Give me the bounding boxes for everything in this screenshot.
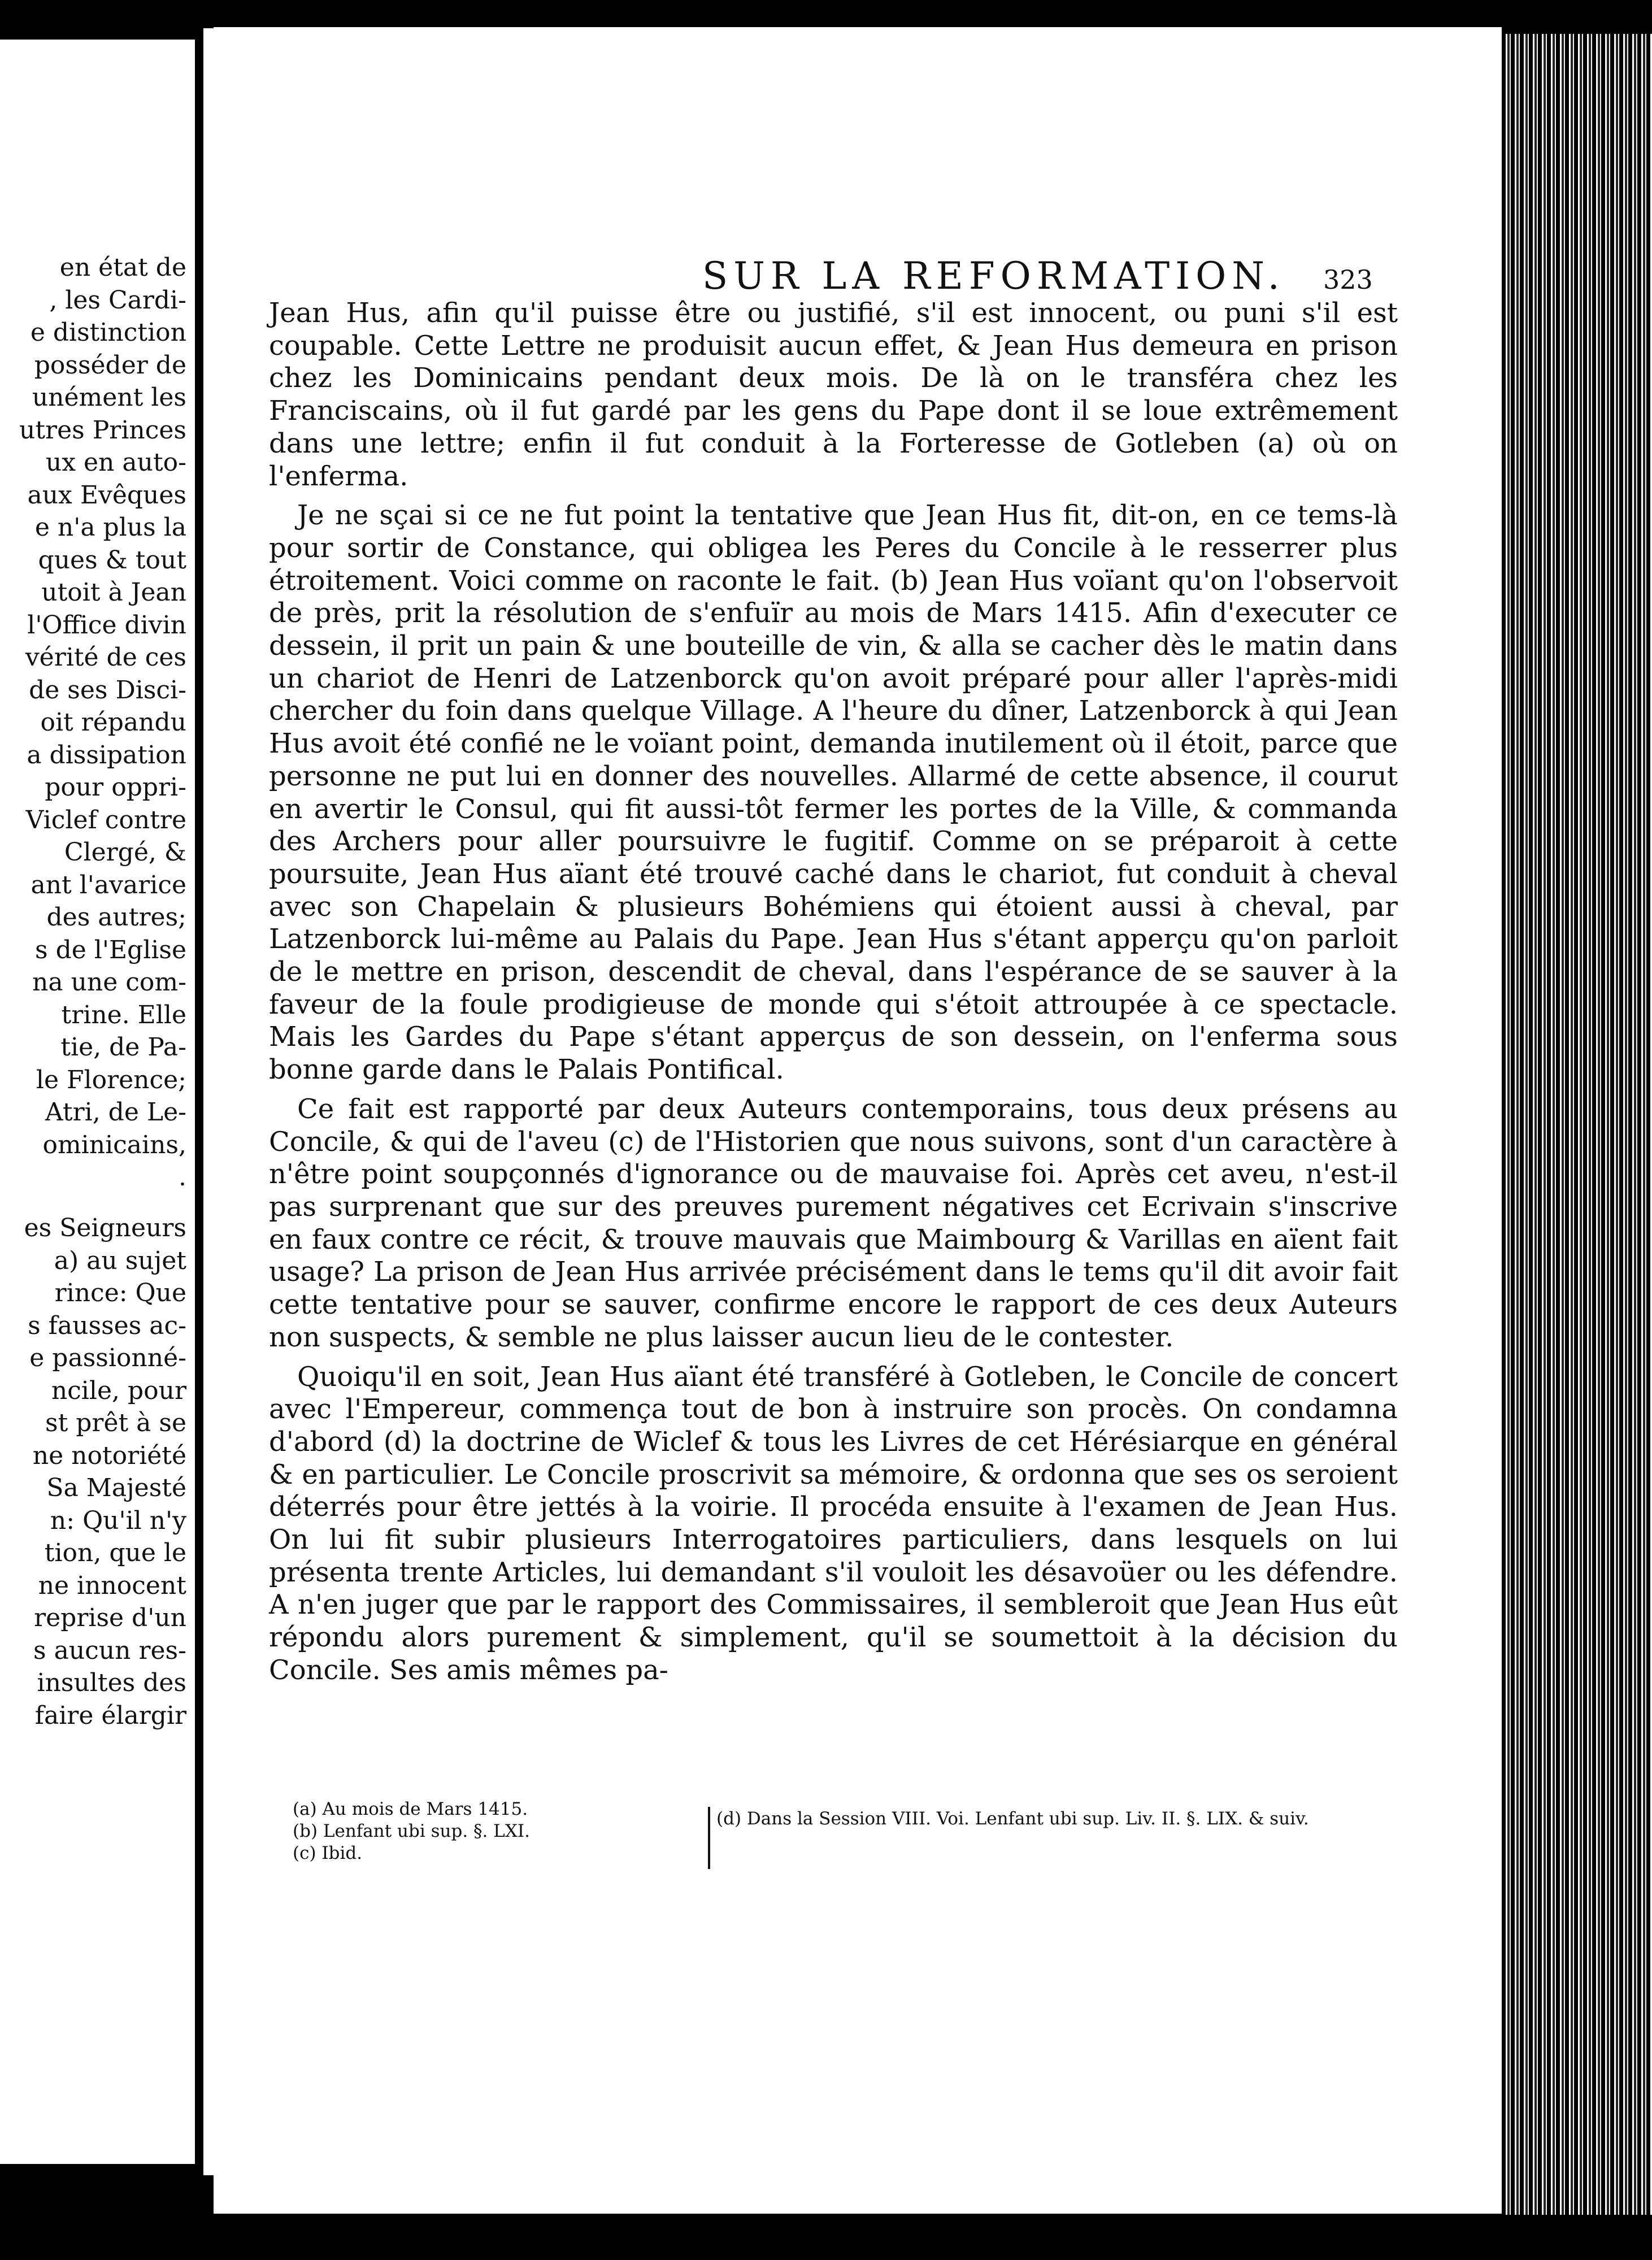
footnote-divider — [708, 1807, 710, 1869]
paragraph-4: Quoiqu'il en soit, Jean Hus aïant été transféré à Gotleben, le Concile de concert avec l'Empereur, commença tout de bon à instruire son procès. On condamna d'abord (d) la doctrine de Wiclef & tous les Livres de cet Hérésiarque en général & en particulier. Le Concile proscrivit sa mémoire, & ordonna que ses os seroient déterrés pour être jettés à la voirie. Il procéda ensuite à l'examen de Jean Hus. On lui fit subir plusieurs Interrogatoires particuliers, dans lesquels on lui présenta trente Articles, lui demandant s'il vouloit les désavoüer ou les défendre. A n'en juger que par le rapport des Commissaires, il sembleroit que Jean Hus eût répondu alors purement & simplement, qu'il se soumettoit à la décision du Concile. Ses amis mêmes pa- — [269, 1361, 1398, 1686]
page-gutter — [203, 28, 215, 2175]
page-number: 323 — [1323, 264, 1373, 295]
left-page-lower-line: n: Qu'il n'y — [50, 1506, 186, 1535]
left-page-lower-text — [0, 1212, 186, 1732]
left-page-lower-line: reprise d'un — [34, 1603, 186, 1632]
left-page-column-line: ominicains, — [42, 1130, 186, 1159]
left-page-column-line: utres Princes — [19, 415, 186, 445]
paragraph-3: Ce fait est rapporté par deux Auteurs contemporains, tous deux présens au Concile, & qui de l'aveu (c) de l'Historien que nous suivons, sont d'un caractère à n'être point soupçonnés d'ignorance ou de mauvaise foi. Après cet aveu, n'est-il pas surprenant que sur des preuves purement négatives cet Ecrivain s'inscrive en faux contre ce récit, & trouve mauvais que Maimbourg & Varillas en aïent fait usage? La prison de Jean Hus arrivée précisément dans le tems qu'il dit avoir fait cette tentative pour se sauver, confirme encore le rapport de ces deux Auteurs non suspects, & semble ne plus laisser aucun lieu de le contester. — [269, 1093, 1398, 1353]
left-page-lower-line: a) au sujet — [54, 1246, 186, 1275]
left-page-lower-line: tion, que le — [44, 1538, 186, 1567]
left-page-column-line: unément les — [32, 383, 186, 412]
left-page-lower-line: Sa Majesté — [46, 1474, 186, 1502]
left-page-column-line: a dissipation — [27, 740, 186, 770]
left-page-column-line: l'Office divin — [27, 610, 186, 640]
left-page-column-line: de ses Disci- — [29, 675, 186, 705]
left-page-column-line: e distinction — [30, 318, 186, 347]
left-page-column-line: ques & tout — [38, 545, 186, 575]
left-page-column-line: tie, de Pa- — [60, 1033, 186, 1062]
left-page-lower-line: faire élargir — [34, 1701, 186, 1730]
left-page-column-line: e n'a plus la — [34, 513, 186, 542]
left-page-column-line: posséder de — [34, 350, 186, 380]
footnote-d: (d) Dans la Session VIII. Voi. Lenfant ubi sup. Liv. II. §. LIX. & suiv. — [716, 1809, 1309, 1829]
left-page-column-line: Viclef contre — [25, 805, 186, 835]
left-page-column-line: s de l'Eglise — [35, 935, 186, 964]
left-page-column-line: . — [179, 1163, 186, 1192]
main-page — [214, 27, 1502, 2214]
left-page-column-line: le Florence; — [36, 1065, 186, 1094]
left-page-lower-line: ne notoriété — [32, 1441, 186, 1470]
left-page-lower-line: s aucun res- — [33, 1636, 186, 1665]
running-title: SUR LA REFORMATION. — [702, 254, 1285, 298]
footnotes-left-column — [293, 1798, 609, 1864]
left-page-column-line: en état de — [59, 253, 186, 282]
book-page-edges — [1502, 34, 1652, 2215]
left-page-lower-line: ne innocent — [38, 1571, 186, 1600]
footnote-a: (a) Au mois de Mars 1415. — [293, 1799, 528, 1819]
left-page-lower-line: ncile, pour — [51, 1376, 186, 1405]
paragraph-1: Jean Hus, afin qu'il puisse être ou justifié, s'il est innocent, ou puni s'il est coupable. Cette Lettre ne produisit aucun effet, & Jean Hus demeura en prison chez les Dominicains pendant deux mois. De là on le transféra chez les Franciscains, où il fut gardé par les gens du Pape dont il se loue extrêmement dans une lettre; enfin il fut conduit à la Forteresse de Gotleben (a) où on l'enferma. — [269, 297, 1398, 492]
left-page-lower-line: st prêt à se — [45, 1409, 186, 1437]
left-page-column-line: , les Cardi- — [49, 285, 186, 315]
footnote-c: (c) Ibid. — [293, 1843, 363, 1863]
left-page-column-line: ant l'avarice — [31, 870, 186, 899]
left-page-lower-line: e passionné- — [29, 1344, 186, 1372]
left-page-column-line: vérité de ces — [25, 643, 186, 672]
left-page-lower-line: rince: Que — [54, 1279, 186, 1307]
body-text — [269, 297, 1398, 1687]
left-page-column-line: na une com- — [32, 968, 186, 997]
left-page-column-line: oit répandu — [40, 708, 186, 737]
footnotes-right-column — [716, 1808, 1394, 1830]
left-page-lower-line: s fausses ac- — [28, 1311, 186, 1340]
left-page-column-line: utoit à Jean — [41, 578, 186, 607]
left-page-column-line: pour oppri- — [45, 773, 186, 802]
left-page-lower-line: insultes des — [37, 1668, 186, 1697]
left-page-column-line: Atri, de Le- — [45, 1098, 186, 1127]
paragraph-2: Je ne sçai si ce ne fut point la tentative que Jean Hus fit, dit-on, en ce tems-là pour sortir de Constance, qui obligea les Peres du Concile à le resserrer plus étroitement. Voici comme on raconte le fait. (b) Jean Hus voïant qu'on l'observoit de près, prit la résolution de s'enfuïr au mois de Mars 1415. Afin d'executer ce dessein, il prit un pain & une bouteille de vin, & alla se cacher dès le matin dans un chariot de Henri de Latzenborck qu'on avoit préparé pour aller l'après-midi chercher du foin dans quelque Village. A l'heure du dîner, Latzenborck à qui Jean Hus avoit été confié ne le voïant point, demanda inutilement où il étoit, parce que personne ne put lui en donner des nouvelles. Allarmé de cette absence, il courut en avertir le Consul, qui fit aussi-tôt fermer les portes de la Ville, & commanda des Archers pour aller poursuivre le fugitif. Comme on se préparoit à cette poursuite, Jean Hus aïant été trouvé caché dans le chariot, fut conduit à cheval avec son Chapelain & plusieurs Bohémiens qui étoient aussi à cheval, par Latzenborck lui-même au Palais du Pape. Jean Hus s'étant apperçu qu'on parloit de le mettre en prison, descendit de cheval, dans l'espérance de se sauver à la faveur de la foule prodigieuse de monde qui s'étoit attroupée à ce spectacle. Mais les Gardes du Pape s'étant apperçus de son dessein, on l'enferma sous bonne garde dans le Palais Pontifical. — [269, 499, 1398, 1086]
left-page-column-line: des autres; — [46, 903, 186, 932]
left-page-column-line: Clergé, & — [64, 838, 186, 867]
left-page-column-text — [0, 251, 186, 1194]
left-page-column-line: aux Evêques — [27, 480, 186, 510]
left-page-column-line: ux en auto- — [45, 448, 186, 477]
left-page-column-line: trine. Elle — [61, 1000, 186, 1029]
footnote-b: (b) Lenfant ubi sup. §. LXI. — [293, 1821, 530, 1841]
left-facing-page — [0, 40, 195, 2164]
left-page-lower-line: es Seigneurs — [24, 1214, 186, 1242]
